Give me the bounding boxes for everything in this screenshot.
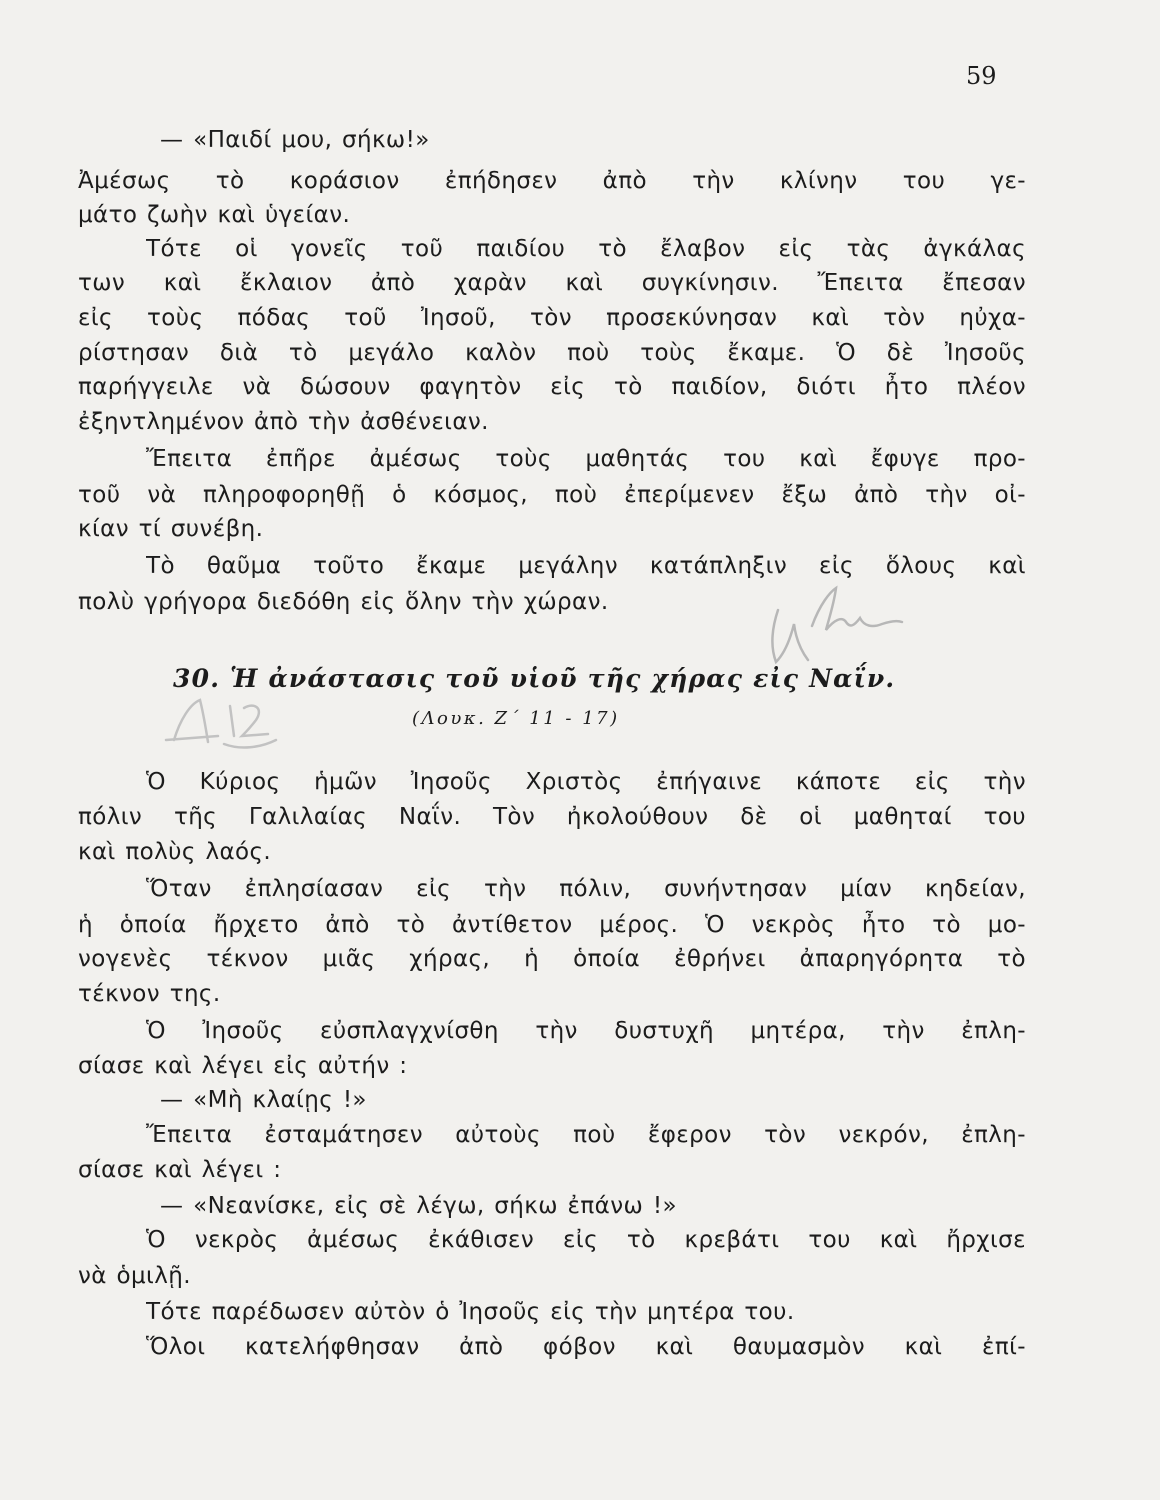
- pencil-scribble-mark: [750, 580, 910, 675]
- text-line: σίασε καὶ λέγει εἰς αὐτήν :: [78, 1053, 408, 1079]
- section-reference: (Λουκ. Ζ΄ 11 - 17): [412, 708, 620, 729]
- text-line: εἰς τοὺς πόδας τοῦ Ἰησοῦ, τὸν προσεκύνησαν καὶ τὸν ηὐχα-: [78, 305, 1026, 331]
- text-line: — «Παιδί μου, σήκω!»: [160, 127, 430, 153]
- text-line: ρίστησαν διὰ τὸ μεγάλο καλὸν ποὺ τοὺς ἔκαμε. Ὁ δὲ Ἰησοῦς: [78, 340, 1026, 366]
- text-line: νὰ ὁμιλῇ.: [78, 1263, 191, 1289]
- text-line: παρήγγειλε νὰ δώσουν φαγητὸν εἰς τὸ παιδίον, διότι ἦτο πλέον: [78, 374, 1026, 400]
- text-line: Τότε οἱ γονεῖς τοῦ παιδίου τὸ ἔλαβον εἰς τὰς ἀγκάλας: [146, 236, 1026, 262]
- text-line: πόλιν τῆς Γαλιλαίας Ναΐν. Τὸν ἠκολούθουν δὲ οἱ μαθηταί του: [78, 804, 1026, 830]
- section-number: 30.: [173, 664, 221, 693]
- text-line: — «Μὴ κλαίῃς !»: [160, 1087, 367, 1113]
- text-line: των καὶ ἔκλαιον ἀπὸ χαρὰν καὶ συγκίνησιν. Ἔπειτα ἔπεσαν: [78, 270, 1026, 296]
- text-line: κίαν τί συνέβη.: [78, 516, 264, 542]
- text-line: Ὅταν ἐπλησίασαν εἰς τὴν πόλιν, συνήντησαν μίαν κηδείαν,: [146, 876, 1026, 902]
- text-line: πολὺ γρήγορα διεδόθη εἰς ὅλην τὴν χώραν.: [78, 589, 609, 615]
- text-line: ἡ ὁποία ἤρχετο ἀπὸ τὸ ἀντίθετον μέρος. Ὁ νεκρὸς ἦτο τὸ μο-: [78, 912, 1026, 938]
- text-line: τοῦ νὰ πληροφορηθῇ ὁ κόσμος, ποὺ ἐπερίμενεν ἔξω ἀπὸ τὴν οἰ-: [78, 482, 1026, 508]
- text-line: Ὁ Ἰησοῦς εὐσπλαγχνίσθη τὴν δυστυχῆ μητέρα, τὴν ἐπλη-: [146, 1018, 1026, 1044]
- text-line: Ἔπειτα ἐσταμάτησεν αὐτοὺς ποὺ ἔφερον τὸν νεκρόν, ἐπλη-: [146, 1122, 1026, 1148]
- text-line: σίασε καὶ λέγει :: [78, 1157, 282, 1183]
- section-heading: [173, 664, 973, 693]
- text-line: Ὁ Κύριος ἡμῶν Ἰησοῦς Χριστὸς ἐπήγαινε κάποτε εἰς τὴν: [146, 769, 1026, 795]
- text-line: μάτο ζωὴν καὶ ὑγείαν.: [78, 202, 351, 228]
- text-line: Ὅλοι κατελήφθησαν ἀπὸ φόβον καὶ θαυμασμὸν καὶ ἐπί-: [146, 1334, 1026, 1360]
- text-line: νογενὲς τέκνον μιᾶς χήρας, ἡ ὁποία ἐθρήνει ἀπαρηγόρητα τὸ: [78, 946, 1026, 972]
- text-line: Ὁ νεκρὸς ἀμέσως ἐκάθισεν εἰς τὸ κρεβάτι του καὶ ἤρχισε: [146, 1227, 1026, 1253]
- text-line: Ἀμέσως τὸ κοράσιον ἐπήδησεν ἀπὸ τὴν κλίνην του γε-: [78, 168, 1026, 194]
- pencil-margin-mark: [160, 690, 300, 760]
- text-line: — «Νεανίσκε, εἰς σὲ λέγω, σήκω ἐπάνω !»: [160, 1193, 677, 1219]
- text-line: Ἔπειτα ἐπῆρε ἀμέσως τοὺς μαθητάς του καὶ ἔφυγε προ-: [146, 446, 1026, 472]
- text-line: Τὸ θαῦμα τοῦτο ἔκαμε μεγάλην κατάπληξιν εἰς ὅλους καὶ: [146, 553, 1026, 579]
- text-line: καὶ πολὺς λαός.: [78, 839, 272, 865]
- section-title: Ἡ ἀνάστασις τοῦ υἱοῦ τῆς χήρας εἰς Ναΐν.: [230, 664, 896, 693]
- text-line: Τότε παρέδωσεν αὐτὸν ὁ Ἰησοῦς εἰς τὴν μητέρα του.: [146, 1299, 795, 1325]
- text-line: τέκνον της.: [78, 981, 221, 1007]
- page-number: 59: [966, 62, 997, 90]
- text-line: ἐξηντλημένον ἀπὸ τὴν ἀσθένειαν.: [78, 409, 489, 435]
